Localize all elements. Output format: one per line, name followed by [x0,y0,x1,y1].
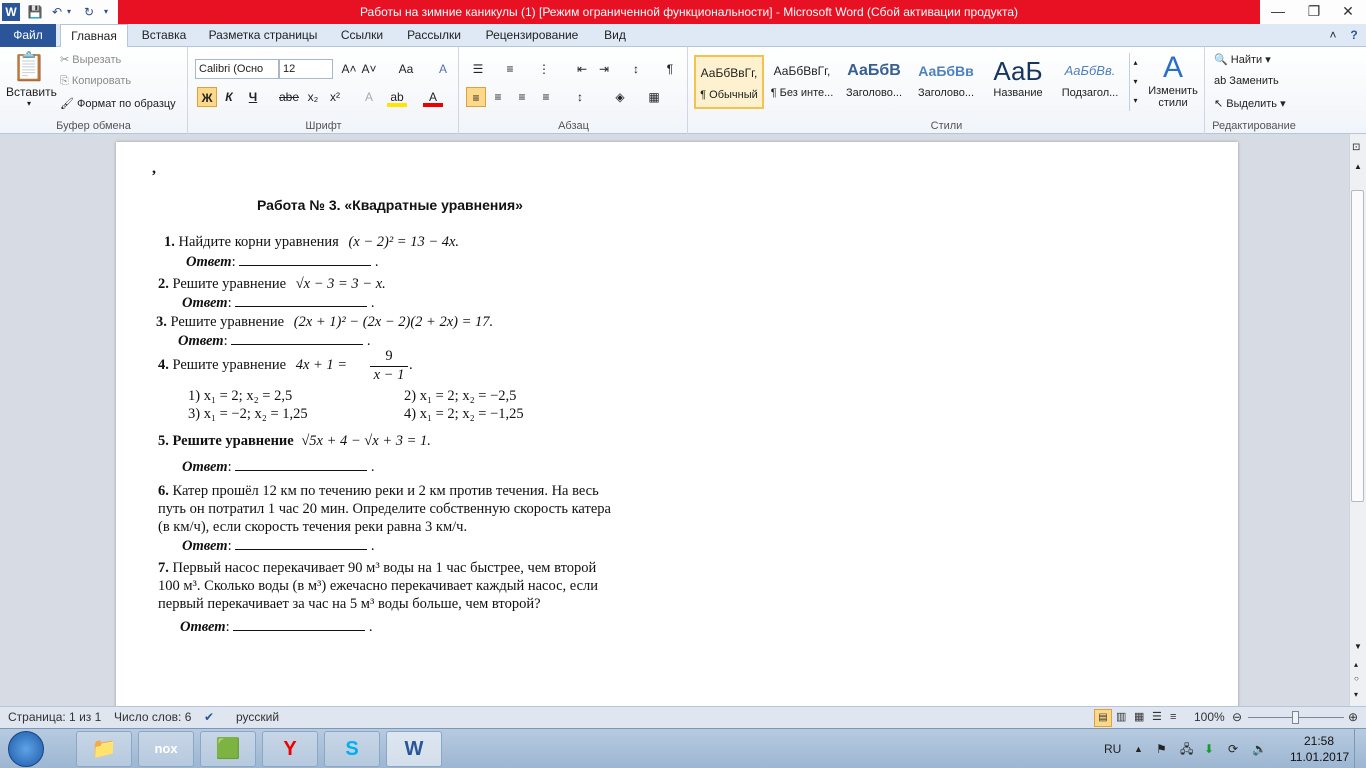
style-sample: АаБбВвГг, [773,64,831,78]
bold-button[interactable]: Ж [197,87,217,107]
strikethrough-button[interactable]: abe [279,90,300,104]
word-app-icon[interactable]: W [2,3,20,21]
input-language[interactable]: RU [1104,742,1122,756]
answer-label: Ответ [182,459,228,475]
italic-button[interactable]: К [225,90,233,104]
next-page-icon[interactable]: ▾ [1354,690,1359,699]
clock-time: 21:58 [1303,734,1335,748]
styles-group [689,47,1205,134]
increase-indent-icon[interactable]: ⇥ [598,62,610,76]
task-number: 4. [158,357,169,373]
nox-player-icon[interactable]: nox [138,731,194,767]
paste-icon: 📋 [11,51,47,82]
task-7-line-1 [158,560,596,577]
task-number: 5. [158,433,169,449]
answer-line [235,461,367,471]
numbering-icon[interactable]: ≡ [506,62,514,76]
task-4-period: . [409,357,413,373]
bluestacks-icon[interactable]: 🟩 [200,731,256,767]
document-page[interactable] [116,142,1238,722]
copy-icon: ⎘ [60,75,72,87]
task-text: Первый насос перекачивает 90 м³ воды на 1 час быстрее, чем второй [172,560,597,576]
shading-icon[interactable]: ◈ [615,90,625,104]
font-color-icon[interactable]: A [423,87,443,107]
copy-label: Копировать [71,75,132,87]
download-icon[interactable]: ⬇ [1204,742,1215,756]
print-layout-view-icon[interactable]: ▤ [1094,709,1112,727]
task-number: 3. [156,314,167,330]
show-hidden-icons-icon[interactable]: ▲ [1134,744,1143,754]
proofing-icon[interactable]: ✔ [204,710,215,724]
style-sample: АаБбВвГг, [700,66,758,80]
ribbon-tabs [0,24,1366,47]
title-bar [0,0,1366,24]
clock-date: 11.01.2017 [1290,750,1350,764]
clipboard-group [0,47,188,134]
task-6-line-1 [158,483,599,500]
task-text: Найдите корни уравнения [178,234,339,250]
style-sample: АаБбВ [847,62,901,79]
tab-page-layout[interactable]: Разметка страницы [208,28,318,42]
clock[interactable] [1290,733,1348,765]
scroll-up-icon[interactable]: ▲ [1354,162,1362,171]
answer-label: Ответ [180,619,226,635]
style-sample: АаБбВв. [1064,63,1116,78]
answer-label: Ответ [178,333,224,349]
change-styles-button[interactable] [1145,51,1201,109]
subscript-button[interactable]: x₂ [307,90,319,104]
paste-button[interactable] [6,49,57,113]
help-icon[interactable]: ? [1350,28,1358,42]
replace-icon: ab [1214,75,1230,87]
zoom-level[interactable]: 100% [1194,710,1225,724]
full-screen-view-icon[interactable]: ▥ [1116,711,1127,723]
select-button[interactable] [1214,97,1286,110]
align-right-icon[interactable]: ≡ [518,90,526,104]
font-group-label: Шрифт [305,120,342,132]
task-3 [156,314,493,331]
fraction-denominator: x − 1 [373,367,405,383]
tab-view[interactable]: Вид [604,28,626,42]
task-number: 6. [158,483,169,499]
editing-group-label: Редактирование [1212,120,1296,132]
answer-line [235,540,367,550]
style-name: Заголово... [845,87,903,99]
word-taskbar-icon[interactable]: W [386,731,442,767]
task-7-line-2: 100 м³. Сколько воды (в м³) ежечасно перекачивает каждый насос, если [158,578,598,594]
tab-insert[interactable]: Вставка [141,28,187,42]
task-number: 2. [158,276,169,292]
skype-icon[interactable]: S [324,731,380,767]
answer-5: Ответ: . [182,459,375,475]
window-title: Работы на зимние каникулы (1) [Режим ограниченной функциональности] - Microsoft Word (Сбой активации продукта) [118,0,1260,24]
answer-line [233,621,365,631]
task-expression: (x − 2)² = 13 − 4x. [348,234,460,250]
answer-2: Ответ: . [182,295,375,311]
answer-line [231,335,363,345]
task-text: Решите уравнение [172,433,294,449]
task-number: 7. [158,560,169,576]
minimize-ribbon-icon[interactable]: ˄ [1329,28,1337,42]
change-styles-icon: A [1162,51,1183,84]
page-count[interactable]: Страница: 1 из 1 [8,710,102,724]
select-label: Выделить [1226,98,1278,110]
redo-icon[interactable]: ↻ [83,5,95,19]
scissors-icon: ✂ [60,54,73,66]
brush-icon: 🖌 [60,98,78,110]
option-3: 3) x₁ = −2; x₂ = 1,25 [188,406,308,422]
zoom-slider-thumb[interactable] [1292,711,1299,724]
task-1 [164,234,459,251]
browse-object-icon[interactable]: ○ [1354,674,1359,683]
select-cursor-icon: ↖ [1214,98,1227,110]
task-text: Катер прошёл 12 км по течению реки и 2 км против течения. На весь [172,483,599,499]
answer-label: Ответ [182,538,228,554]
status-bar [0,706,1366,728]
answer-1: Ответ: . [186,254,379,270]
answer-6: Ответ: . [182,538,375,554]
save-icon[interactable]: 💾 [27,5,43,19]
maximize-button[interactable]: ❐ [1307,3,1321,19]
underline-button[interactable]: Ч [248,90,258,104]
find-icon: 🔍 [1214,54,1231,66]
font-name-select[interactable]: Calibri (Осно [195,59,279,79]
answer-line [235,297,367,307]
close-button[interactable]: ✕ [1342,3,1354,19]
zoom-out-icon[interactable]: ⊖ [1232,710,1243,724]
style-title[interactable] [983,55,1053,109]
style-name: ¶ Без инте... [770,87,834,99]
style-subtitle[interactable] [1055,55,1125,109]
shrink-font-button[interactable]: A˅ [361,62,377,76]
format-painter-button[interactable] [60,97,176,110]
clear-formatting-button[interactable]: A [438,62,447,76]
task-text: Решите уравнение [172,357,287,373]
yandex-browser-icon[interactable]: Y [262,731,318,767]
option-1: 1) x₁ = 2; x₂ = 2,5 [188,388,293,404]
highlight-color-icon[interactable]: ab [387,87,407,107]
paste-dropdown-icon: ▾ [26,99,31,108]
fraction-numerator: 9 [385,348,393,364]
show-desktop-button[interactable] [1354,729,1366,768]
style-heading-1[interactable] [839,55,909,109]
sort-icon[interactable]: ↕ [633,62,639,76]
answer-7: Ответ: . [180,619,373,635]
minimize-button[interactable] [1260,0,1296,24]
network-icon[interactable]: 🖧 [1180,742,1194,756]
format-painter-label: Формат по образцу [77,98,176,110]
change-case-button[interactable]: Aa [398,62,414,76]
change-styles-label: Изменить стили [1148,85,1198,109]
answer-label: Ответ [186,254,232,270]
paragraph-group-label: Абзац [558,120,589,132]
draft-view-icon[interactable]: ≡ [1170,711,1177,723]
minimize-icon: — [1271,3,1285,19]
font-group [189,47,459,134]
customize-quick-access-icon[interactable]: ▾ [103,7,108,16]
option-2: 2) x₁ = 2; x₂ = −2,5 [404,388,517,404]
task-text: Решите уравнение [172,276,287,292]
font-size-select[interactable]: 12 [279,59,333,79]
paragraph-group [460,47,688,134]
action-center-flag-icon[interactable]: ⚑ [1156,742,1167,756]
zoom-in-icon[interactable]: ⊕ [1348,710,1359,724]
style-sample: АаБбВв [918,63,974,79]
stray-comma: , [152,160,156,177]
align-center-icon[interactable]: ≡ [494,90,502,104]
cut-button[interactable] [60,53,121,66]
line-spacing-icon[interactable]: ↕ [577,90,583,104]
tab-mailings[interactable]: Рассылки [407,28,461,42]
document-area[interactable] [0,134,1349,706]
style-name: Название [993,87,1043,99]
bullets-icon[interactable]: ☰ [472,62,484,76]
start-button[interactable] [8,731,44,767]
sync-icon[interactable]: ⟳ [1228,742,1239,756]
file-explorer-icon[interactable]: 📁 [76,731,132,767]
task-expression: √5x + 4 − √x + 3 = 1. [301,433,431,449]
task-6-line-3: (в км/ч), если скорость течения реки равна 3 км/ч. [158,519,468,535]
multilevel-list-icon[interactable]: ⋮ [538,62,550,76]
style-no-spacing[interactable] [767,55,837,109]
tab-references[interactable]: Ссылки [340,28,384,42]
superscript-button[interactable]: x² [330,90,340,104]
scrollbar-thumb[interactable] [1351,190,1364,502]
taskbar [0,728,1366,768]
style-name: Подзагол... [1061,87,1119,99]
styles-scroll[interactable]: ▴ ▾ ▾ [1129,53,1141,111]
task-6-line-2: путь он потратил 1 час 20 мин. Определите собственную скорость катера [158,501,611,517]
answer-3: Ответ: . [178,333,371,349]
previous-page-icon[interactable]: ▴ [1354,660,1359,669]
task-number: 1. [164,234,175,250]
find-label: Найти [1230,54,1263,66]
tab-file[interactable]: Файл [0,24,56,47]
ruler-toggle-icon[interactable]: ⊡ [1352,142,1361,153]
task-text: Решите уравнение [170,314,285,330]
select-dropdown-icon: ▾ [1277,98,1286,110]
grow-font-button[interactable]: A˄ [341,62,357,76]
scroll-down-icon[interactable]: ▼ [1354,642,1362,651]
decrease-indent-icon[interactable]: ⇤ [576,62,588,76]
task-expression: √x − 3 = 3 − x. [295,276,386,292]
task-7-line-3: первый перекачивает за час на 5 м³ воды больше, чем второй? [158,596,541,612]
undo-dropdown-icon[interactable]: ▾ [66,7,71,16]
task-2 [158,276,386,293]
borders-icon[interactable]: ▦ [648,90,660,104]
editing-group [1206,47,1302,134]
tab-home[interactable]: Главная [60,24,128,48]
copy-button[interactable] [60,75,131,88]
clipboard-group-label: Буфер обмена [56,120,131,132]
style-name: ¶ Обычный [700,89,758,101]
task-expression: (2x + 1)² − (2x − 2)(2 + 2x) = 17. [293,314,494,330]
volume-icon[interactable]: 🔊 [1252,742,1267,756]
find-button[interactable] [1214,53,1271,66]
option-4: 4) x₁ = 2; x₂ = −1,25 [404,406,524,422]
paste-label: Вставить [6,85,57,99]
style-sample: АаБ [993,56,1043,86]
answer-line [239,256,371,266]
style-normal[interactable] [694,55,764,109]
find-dropdown-icon: ▾ [1262,54,1271,66]
task-expression: 4x + 1 = [295,357,348,373]
answer-label: Ответ [182,295,228,311]
document-title: Работа № 3. «Квадратные уравнения» [257,197,523,213]
text-effects-icon[interactable]: A [364,90,373,104]
outline-view-icon[interactable]: ☰ [1152,711,1162,723]
web-layout-view-icon[interactable]: ▦ [1134,711,1145,723]
justify-icon[interactable]: ≡ [542,90,550,104]
pilcrow-icon[interactable]: ¶ [666,62,674,76]
cut-label: Вырезать [72,54,122,66]
language-status[interactable]: русский [236,710,280,724]
style-heading-2[interactable] [911,55,981,109]
ribbon [0,47,1366,134]
replace-label: Заменить [1229,75,1279,87]
task-4 [158,357,347,374]
tab-review[interactable]: Рецензирование [485,28,579,42]
task-5 [158,433,431,450]
style-name: Заголово... [917,87,975,99]
align-left-icon[interactable]: ≡ [466,87,486,107]
word-count[interactable]: Число слов: 6 [114,710,192,724]
undo-icon[interactable]: ↶ [51,5,63,19]
styles-group-label: Стили [930,120,963,132]
replace-button[interactable] [1214,75,1279,87]
